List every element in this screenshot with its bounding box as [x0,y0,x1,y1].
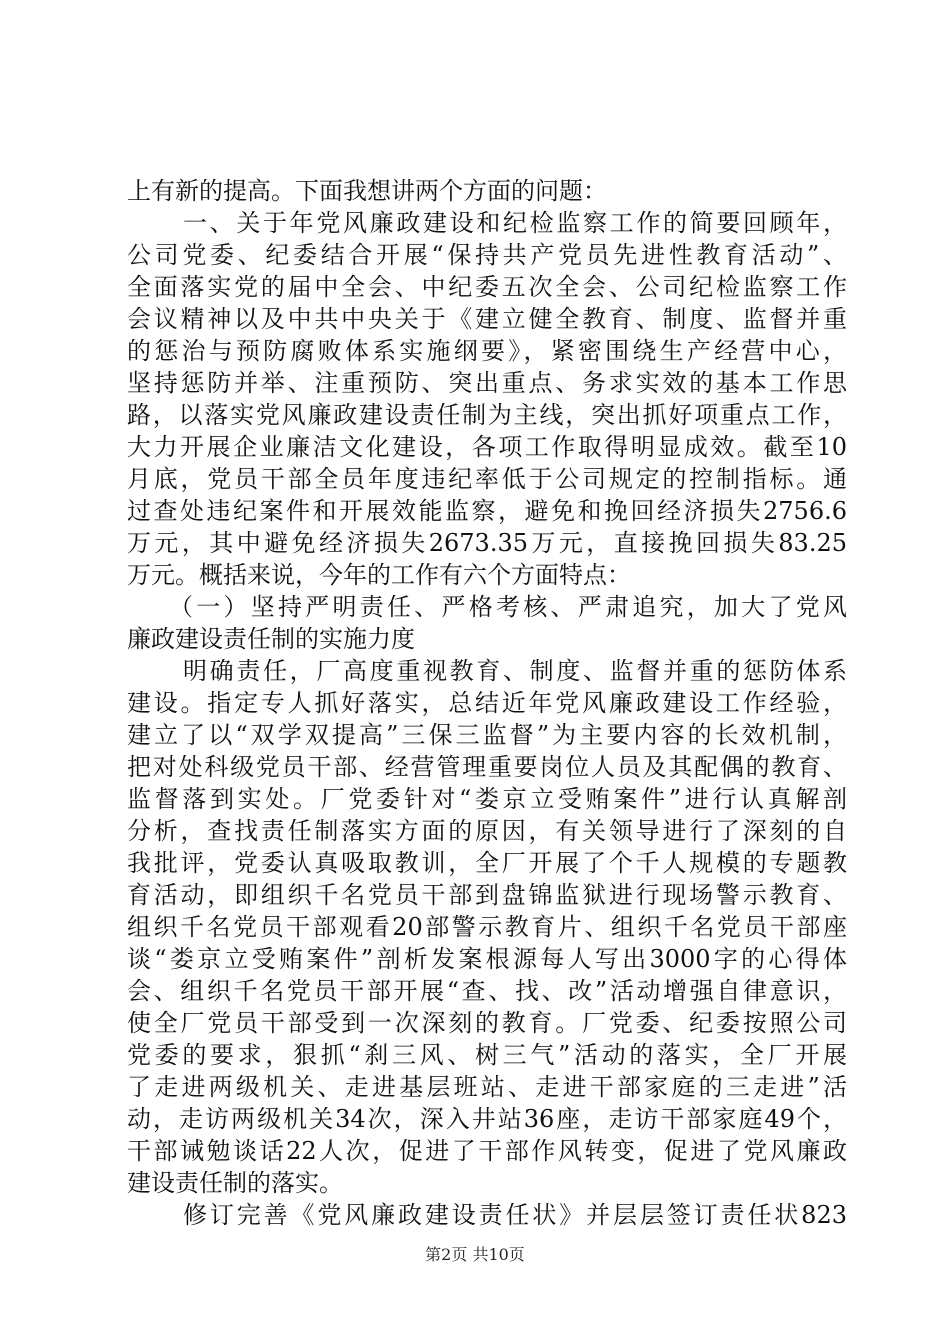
text-line: 月底，党员干部全员年度违纪率低于公司规定的控制指标。通 [127,465,847,493]
text-line: 使全厂党员干部受到一次深刻的教育。厂党委、纪委按照公司 [127,1009,847,1037]
text-line: 我批评，党委认真吸取教训，全厂开展了个千人规模的专题教 [127,849,847,877]
text-line: 过查处违纪案件和开展效能监察，避免和挽回经济损失2756.6 [127,497,847,525]
text-line: 监督落到实处。厂党委针对“娄京立受贿案件”进行认真解剖 [127,785,847,813]
text-line: 建设责任制的落实。 [127,1169,343,1197]
document-body [127,175,847,1231]
text-line: 路，以落实党风廉政建设责任制为主线，突出抓好项重点工作， [127,401,847,429]
text-line: 育活动，即组织千名党员干部到盘锦监狱进行现场警示教育、 [127,881,847,909]
text-line: 动，走访两级机关34次，深入井站36座，走访干部家庭49个， [127,1105,847,1133]
text-line: 干部诫勉谈话22人次，促进了干部作风转变，促进了党风廉政 [127,1137,847,1165]
text-line: 廉政建设责任制的实施力度 [127,625,415,653]
page-footer: 第2页 共10页 [425,1245,525,1264]
text-line: 万元。概括来说，今年的工作有六个方面特点： [127,561,631,589]
text-line: 万元，其中避免经济损失2673.35万元，直接挽回损失83.25 [127,529,847,557]
text-line: 公司党委、纪委结合开展“保持共产党员先进性教育活动”、 [127,241,847,269]
text-line: 了走进两级机关、走进基层班站、走进干部家庭的三走进”活 [127,1073,847,1101]
text-line: 明确责任，厂高度重视教育、制度、监督并重的惩防体系 [183,657,847,685]
text-line: 一、关于年党风廉政建设和纪检监察工作的简要回顾年， [183,209,847,237]
text-line: 建立了以“双学双提高”三保三监督”为主要内容的长效机制， [127,721,847,749]
text-line: （一）坚持严明责任、严格考核、严肃追究，加大了党风 [169,593,847,621]
text-line: 坚持惩防并举、注重预防、突出重点、务求实效的基本工作思 [127,369,847,397]
text-line: 大力开展企业廉洁文化建设，各项工作取得明显成效。截至10 [127,433,847,461]
text-line: 党委的要求，狠抓“刹三风、树三气”活动的落实，全厂开展 [127,1041,847,1069]
text-line: 谈“娄京立受贿案件”剖析发案根源每人写出3000字的心得体 [127,945,847,973]
text-line: 会议精神以及中共中央关于《建立健全教育、制度、监督并重 [127,305,847,333]
text-line: 的惩治与预防腐败体系实施纲要》，紧密围绕生产经营中心， [127,337,847,365]
text-line: 全面落实党的届中全会、中纪委五次全会、公司纪检监察工作 [127,273,847,301]
text-line: 修订完善《党风廉政建设责任状》并层层签订责任状823 [183,1201,847,1229]
text-line: 建设。指定专人抓好落实，总结近年党风廉政建设工作经验， [127,689,847,717]
text-line: 分析，查找责任制落实方面的原因，有关领导进行了深刻的自 [127,817,847,845]
text-line: 把对处科级党员干部、经营管理重要岗位人员及其配偶的教育、 [127,753,847,781]
text-line: 会、组织千名党员干部开展“查、找、改”活动增强自律意识， [127,977,847,1005]
text-line: 上有新的提高。下面我想讲两个方面的问题： [127,177,607,205]
text-line: 组织千名党员干部观看20部警示教育片、组织千名党员干部座 [127,913,847,941]
